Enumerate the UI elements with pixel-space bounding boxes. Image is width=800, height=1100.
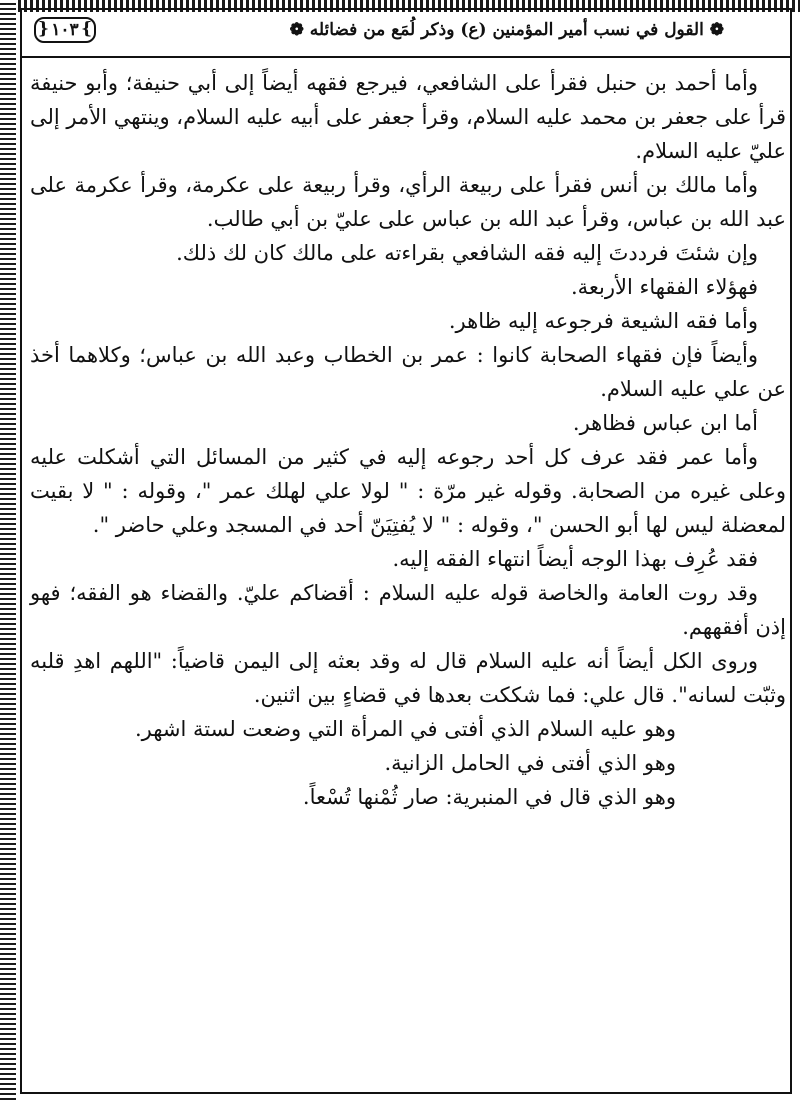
paragraph: أما ابن عباس فظاهر. — [572, 411, 758, 435]
page-header — [20, 8, 792, 58]
paragraph: وأيضاً فإن فقهاء الصحابة كانوا : عمر بن الخطاب وعبد الله بن عباس؛ وكلاهما أخذ عن علي عليه السلام. — [30, 343, 786, 401]
paragraph: وهو الذي أفتى في الحامل الزانية. — [384, 751, 676, 775]
paragraph: وهو الذي قال في المنبرية: صار ثُمْنها تُسْعاً. — [302, 785, 676, 809]
paragraph: وأما أحمد بن حنبل فقرأ على الشافعي، فيرجع فقهه أيضاً إلى أبي حنيفة؛ وأبو حنيفة قرأ على جعفر بن محمد عليه السلام، وقرأ جعفر على أبيه عليه السلام، وينتهي الأمر إلى عليّ عليه السلام. — [30, 71, 786, 163]
running-head: ❁ القول في نسب أمير المؤمنين (ع) وذكر لُمَع من فضائله ❁ — [289, 20, 724, 40]
paragraph: وإن شئتَ فرددتَ إليه فقه الشافعي بقراءته على مالك كان لك ذلك. — [176, 241, 758, 265]
paragraph: فقد عُرِف بهذا الوجه أيضاً انتهاء الفقه إليه. — [392, 547, 758, 571]
paragraph: وقد روت العامة والخاصة قوله عليه السلام : أقضاكم عليّ. والقضاء هو الفقه؛ فهو إذن أفقههم. — [30, 581, 786, 639]
paragraph: وأما فقه الشيعة فرجوعه إليه ظاهر. — [448, 309, 758, 333]
paragraph: وأما عمر فقد عرف كل أحد رجوعه إليه في كثير من المسائل التي أشكلت عليه وعلى غيره من الصحابة. وقوله غير مرّة : " لولا علي لهلك عمر "، وقوله : " لا بقيت لمعضلة ليس لها أبو الحسن "، وقوله : " لا يُفتِيَنّ أحد في المسجد وعلي حاضر ". — [30, 445, 786, 537]
paragraph: فهؤلاء الفقهاء الأربعة. — [570, 275, 758, 299]
paragraph: وأما مالك بن أنس فقرأ على ربيعة الرأي، وقرأ ربيعة على عكرمة، وقرأ عكرمة على عبد الله بن عباس، وقرأ عبد الله بن عباس على عليّ بن أبي طالب. — [30, 173, 786, 231]
left-ornamental-border — [0, 0, 16, 1100]
paragraph: وروى الكل أيضاً أنه عليه السلام قال له وقد بعثه إلى اليمن قاضياً: "اللهم اهدِ قلبه وثبّت لسانه". قال علي: فما شككت بعدها في قضاءٍ بين اثنين. — [30, 649, 786, 707]
paragraph: وهو عليه السلام الذي أفتى في المرأة التي وضعت لستة اشهر. — [134, 717, 676, 741]
body-text — [30, 66, 786, 814]
page-number: { ١٠٣ } — [34, 17, 96, 43]
